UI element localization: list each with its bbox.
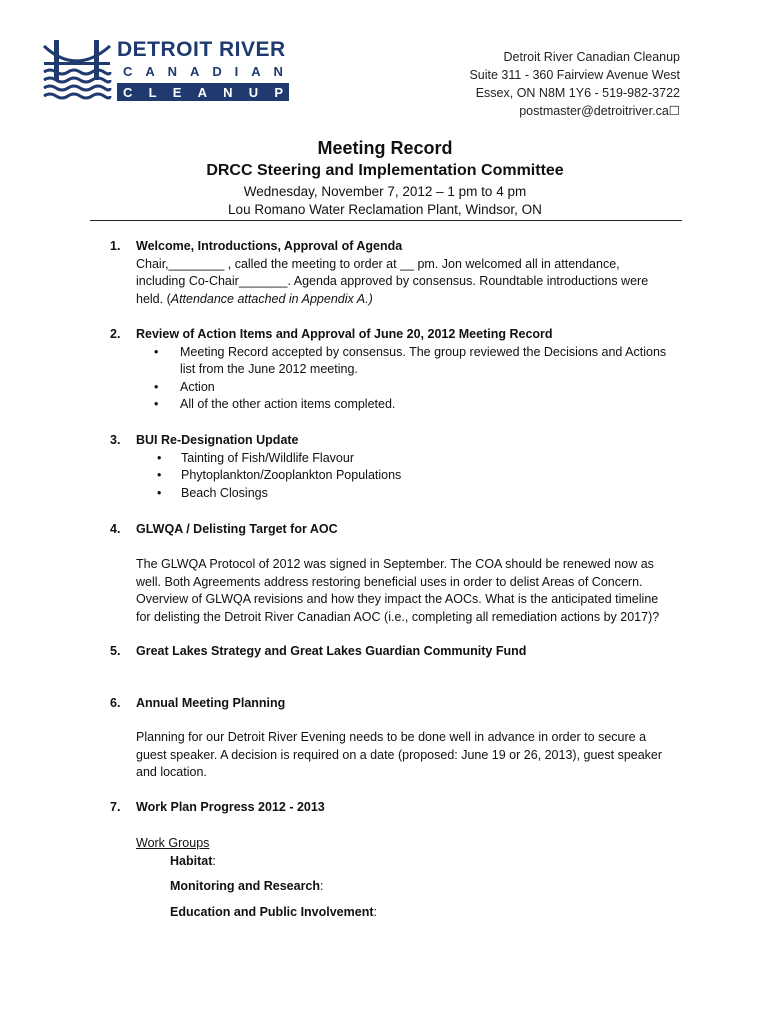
section-title: Great Lakes Strategy and Great Lakes Guardian Community Fund bbox=[136, 644, 527, 658]
list-item: • All of the other action items completed. bbox=[110, 396, 670, 414]
drcc-logo bbox=[42, 36, 292, 106]
bridge-logo-icon bbox=[42, 36, 112, 106]
address-block bbox=[469, 48, 680, 120]
section-title: Review of Action Items and Approval of June 20, 2012 Meeting Record bbox=[136, 327, 553, 341]
section-title: Work Plan Progress 2012 - 2013 bbox=[136, 800, 325, 814]
logo-canadian: C A N A D I A N bbox=[117, 62, 289, 80]
text-line: guest speaker. A decision is required on a date (proposed: June 19 or 26, 2013), guest speaker bbox=[136, 747, 663, 762]
section-6 bbox=[110, 695, 670, 713]
section-title: BUI Re-Designation Update bbox=[136, 433, 299, 447]
work-group-habitat: Habitat: bbox=[170, 853, 216, 868]
list-item: • Tainting of Fish/Wildlife Flavour bbox=[136, 450, 670, 468]
section-2 bbox=[110, 326, 670, 414]
text-line: Chair,________ , called the meeting to order at __ pm. Jon welcomed all in attendance, bbox=[136, 256, 620, 271]
section-6-body bbox=[136, 729, 696, 782]
list-item: • Beach Closings bbox=[136, 485, 670, 503]
list-item: • Action bbox=[110, 379, 670, 397]
email-link[interactable]: postmaster@detroitriver.ca☐ bbox=[519, 104, 680, 118]
street-address: Suite 311 - 360 Fairview Avenue West bbox=[469, 68, 680, 82]
section-title: Welcome, Introductions, Approval of Agenda bbox=[136, 239, 403, 253]
text-line: including Co-Chair_______. Agenda approved by consensus. Roundtable introductions were bbox=[136, 274, 649, 288]
section-number: 5. bbox=[110, 644, 121, 658]
section-number: 7. bbox=[110, 800, 121, 814]
section-title: Annual Meeting Planning bbox=[136, 696, 286, 710]
meeting-location: Lou Romano Water Reclamation Plant, Windsor, ON bbox=[228, 202, 542, 217]
city-phone: Essex, ON N8M 1Y6 - 519-982-3722 bbox=[475, 86, 680, 100]
text-line: Overview of GLWQA revisions and how they impact the AOCs. What is the anticipated timeline bbox=[136, 592, 659, 606]
section-7 bbox=[110, 799, 670, 817]
committee-title: DRCC Steering and Implementation Committee bbox=[206, 162, 564, 179]
section-number: 2. bbox=[110, 327, 121, 341]
section-1 bbox=[110, 238, 670, 308]
text-line: held. (Attendance attached in Appendix A.) bbox=[136, 291, 373, 306]
section-7-body bbox=[136, 835, 696, 921]
text-line: Planning for our Detroit River Evening needs to be done well in advance in order to secure a bbox=[136, 730, 647, 744]
work-group-monitoring: Monitoring and Research: bbox=[170, 879, 324, 893]
org-name: Detroit River Canadian Cleanup bbox=[503, 50, 680, 64]
section-number: 4. bbox=[110, 522, 121, 536]
text-line: for delisting the Detroit River Canadian AOC (i.e., completing all remediation actions by 2017)? bbox=[136, 609, 660, 624]
section-number: 6. bbox=[110, 696, 121, 710]
logo-title: DETROIT RIVER bbox=[117, 38, 286, 61]
section-5 bbox=[110, 643, 670, 661]
work-groups-label: Work Groups bbox=[136, 836, 210, 850]
section-3 bbox=[110, 432, 670, 502]
list-item: • Meeting Record accepted by consensus. The group reviewed the Decisions and Actions list from the June 2012 meeting. bbox=[110, 344, 670, 379]
text-line: well. Both Agreements address restoring beneficial uses in order to delist Areas of Concern. bbox=[136, 574, 643, 589]
header-divider bbox=[90, 220, 682, 221]
page-title: Meeting Record bbox=[317, 138, 453, 158]
meeting-date: Wednesday, November 7, 2012 – 1 pm to 4 pm bbox=[243, 184, 527, 199]
text-line: and location. bbox=[136, 765, 207, 779]
section-number: 3. bbox=[110, 433, 121, 447]
text-line: The GLWQA Protocol of 2012 was signed in September. The COA should be renewed now as bbox=[136, 557, 654, 571]
logo-cleanup: C L E A N U P bbox=[117, 83, 289, 101]
section-4 bbox=[110, 521, 670, 539]
work-group-education: Education and Public Involvement: bbox=[170, 904, 377, 919]
list-item: • Phytoplankton/Zooplankton Populations bbox=[136, 467, 670, 485]
section-title: GLWQA / Delisting Target for AOC bbox=[136, 522, 338, 536]
section-4-body bbox=[136, 556, 696, 626]
section-number: 1. bbox=[110, 239, 121, 253]
